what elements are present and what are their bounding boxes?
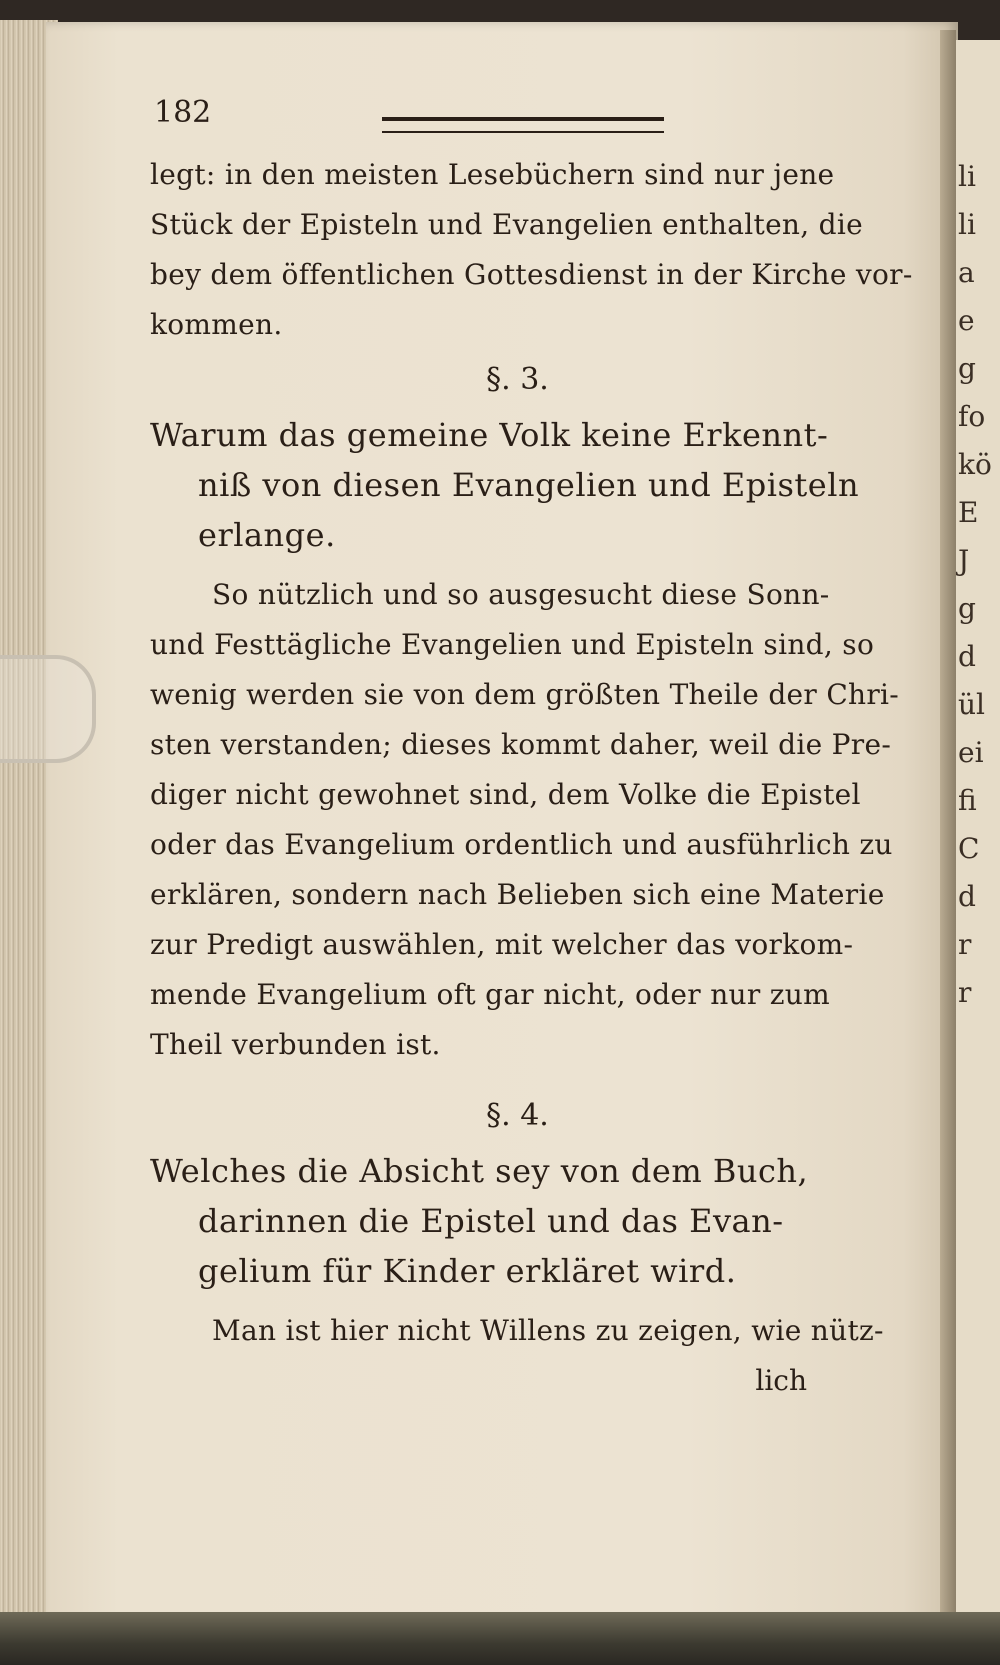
facing-page-fragment: li xyxy=(958,208,976,241)
section-3-paragraph xyxy=(150,570,900,1070)
facing-page-fragment: li xyxy=(958,160,976,193)
section-4-mark: §. 4. xyxy=(486,1098,549,1133)
facing-page-fragment: d xyxy=(958,880,976,913)
page-number: 182 xyxy=(154,95,212,130)
text-line: oder das Evangelium ordentlich und ausführlich zu xyxy=(150,828,893,861)
facing-page-fragment: g xyxy=(958,352,976,385)
text-line: wenig werden sie von dem größten Theile der Chri- xyxy=(150,678,900,711)
text-line: kommen. xyxy=(150,308,283,341)
section-3-mark: §. 3. xyxy=(486,362,549,397)
page-text xyxy=(150,95,913,1406)
facing-page-fragment: C xyxy=(958,832,980,865)
text-line: So nützlich und so ausgesucht diese Sonn- xyxy=(212,578,830,611)
facing-page-fragment: e xyxy=(958,304,975,337)
facing-page-fragment: fi xyxy=(958,784,977,817)
heading-line: gelium für Kinder erkläret wird. xyxy=(198,1252,737,1290)
text-line: Theil verbunden ist. xyxy=(150,1028,441,1061)
text-line: zur Predigt auswählen, mit welcher das vorkom- xyxy=(150,928,854,961)
text-line: mende Evangelium oft gar nicht, oder nur zum xyxy=(150,978,830,1011)
section-3-heading xyxy=(150,410,885,560)
facing-page-fragment: fo xyxy=(958,400,986,433)
facing-page-fragment: E xyxy=(958,496,979,529)
section-4-heading xyxy=(150,1146,885,1296)
text-line: erklären, sondern nach Belieben sich eine Materie xyxy=(150,878,885,911)
text-line: Man ist hier nicht Willens zu zeigen, wie nütz- xyxy=(212,1314,884,1347)
facing-page-fragment: ül xyxy=(958,688,985,721)
text-line: sten verstanden; dieses kommt daher, weil die Pre- xyxy=(150,728,892,761)
text-line: diger nicht gewohnet sind, dem Volke die Epistel xyxy=(150,778,861,811)
text-line: bey dem öffentlichen Gottesdienst in der Kirche vor- xyxy=(150,258,913,291)
catchword: lich xyxy=(755,1364,807,1397)
page-clip xyxy=(0,655,96,763)
facing-page-fragment: r xyxy=(958,976,972,1009)
section-4-paragraph xyxy=(150,1306,885,1356)
facing-page-edge xyxy=(956,40,1000,1640)
facing-page-fragment: g xyxy=(958,592,976,625)
running-head xyxy=(150,95,885,150)
heading-line: Welches die Absicht sey von dem Buch, xyxy=(150,1152,809,1190)
bottom-edge xyxy=(0,1612,1000,1665)
heading-line: niß von diesen Evangelien und Episteln xyxy=(198,466,860,504)
heading-line: darinnen die Epistel und das Evan- xyxy=(198,1202,784,1240)
heading-line: Warum das gemeine Volk keine Erkennt- xyxy=(150,416,829,454)
facing-page-fragment: r xyxy=(958,928,972,961)
intro-text xyxy=(150,150,913,350)
heading-line: erlange. xyxy=(198,516,336,554)
text-line: legt: in den meisten Lesebüchern sind nur jene xyxy=(150,158,835,191)
facing-page-fragment: J xyxy=(958,544,970,577)
facing-page-fragment: ei xyxy=(958,736,984,769)
facing-page-fragment: d xyxy=(958,640,976,673)
text-line: Stück der Episteln und Evangelien enthalten, die xyxy=(150,208,864,241)
book-gutter xyxy=(940,30,956,1640)
facing-page-fragment: kö xyxy=(958,448,992,481)
facing-page-fragment: a xyxy=(958,256,975,289)
header-rule xyxy=(382,117,664,133)
text-line: und Festtägliche Evangelien und Episteln sind, so xyxy=(150,628,875,661)
